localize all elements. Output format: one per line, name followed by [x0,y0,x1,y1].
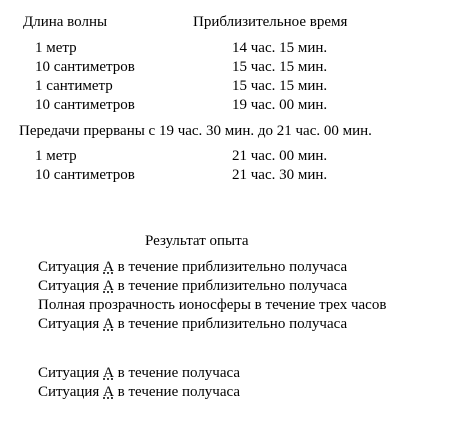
table-row [0,39,450,58]
interruption-note: Передачи прерваны с 19 час. 30 мин. до 21 час. 00 мин. [19,123,372,139]
result-line [38,277,448,296]
result-line [38,296,448,315]
results-group-1 [38,258,448,334]
table-row [0,147,450,166]
time-column-header: Приблизительное время [193,14,348,30]
table-row [0,96,450,115]
result-text-suffix: в течение приблизительно получаса [113,316,348,332]
wavelength-cell: 1 метр [35,40,77,56]
result-text-suffix: в течение получаса [113,384,241,400]
result-text-prefix: Полная прозрачность ионосферы в течение трех часов [38,297,387,313]
wavelength-cell: 10 сантиметров [35,59,135,75]
result-line [38,383,448,402]
wavelength-cell: 10 сантиметров [35,167,135,183]
wavelength-cell: 1 метр [35,148,77,164]
table-row [0,166,450,185]
result-text-prefix: Ситуация [38,259,104,275]
result-text-suffix: в течение приблизительно получаса [113,278,348,294]
time-cell: 19 час. 00 мин. [232,97,328,113]
result-title: Результат опыта [145,233,249,249]
wavelength-cell: 1 сантиметр [35,78,113,94]
time-cell: 14 час. 15 мин. [232,40,328,56]
result-text-prefix: Ситуация [38,384,104,400]
table-row [0,58,450,77]
situation-letter: А [103,278,114,294]
result-text-suffix: в течение приблизительно получаса [113,259,348,275]
results-group-2 [38,364,448,402]
result-text-prefix: Ситуация [38,365,104,381]
time-cell: 15 час. 15 мин. [232,59,328,75]
time-cell: 15 час. 15 мин. [232,78,328,94]
time-cell: 21 час. 00 мин. [232,148,328,164]
result-text-prefix: Ситуация [38,278,104,294]
situation-letter: А [103,316,114,332]
wavelength-cell: 10 сантиметров [35,97,135,113]
result-line [38,364,448,383]
situation-letter: А [103,365,114,381]
result-line [38,258,448,277]
result-text-prefix: Ситуация [38,316,104,332]
wavelength-column-header: Длина волны [23,14,108,30]
measurements-block-2 [0,147,450,185]
time-cell: 21 час. 30 мин. [232,167,328,183]
result-text-suffix: в течение получаса [113,365,241,381]
situation-letter: А [103,384,114,400]
table-header [0,13,450,33]
result-line [38,315,448,334]
table-row [0,77,450,96]
situation-letter: А [103,259,114,275]
measurements-block-1 [0,39,450,115]
